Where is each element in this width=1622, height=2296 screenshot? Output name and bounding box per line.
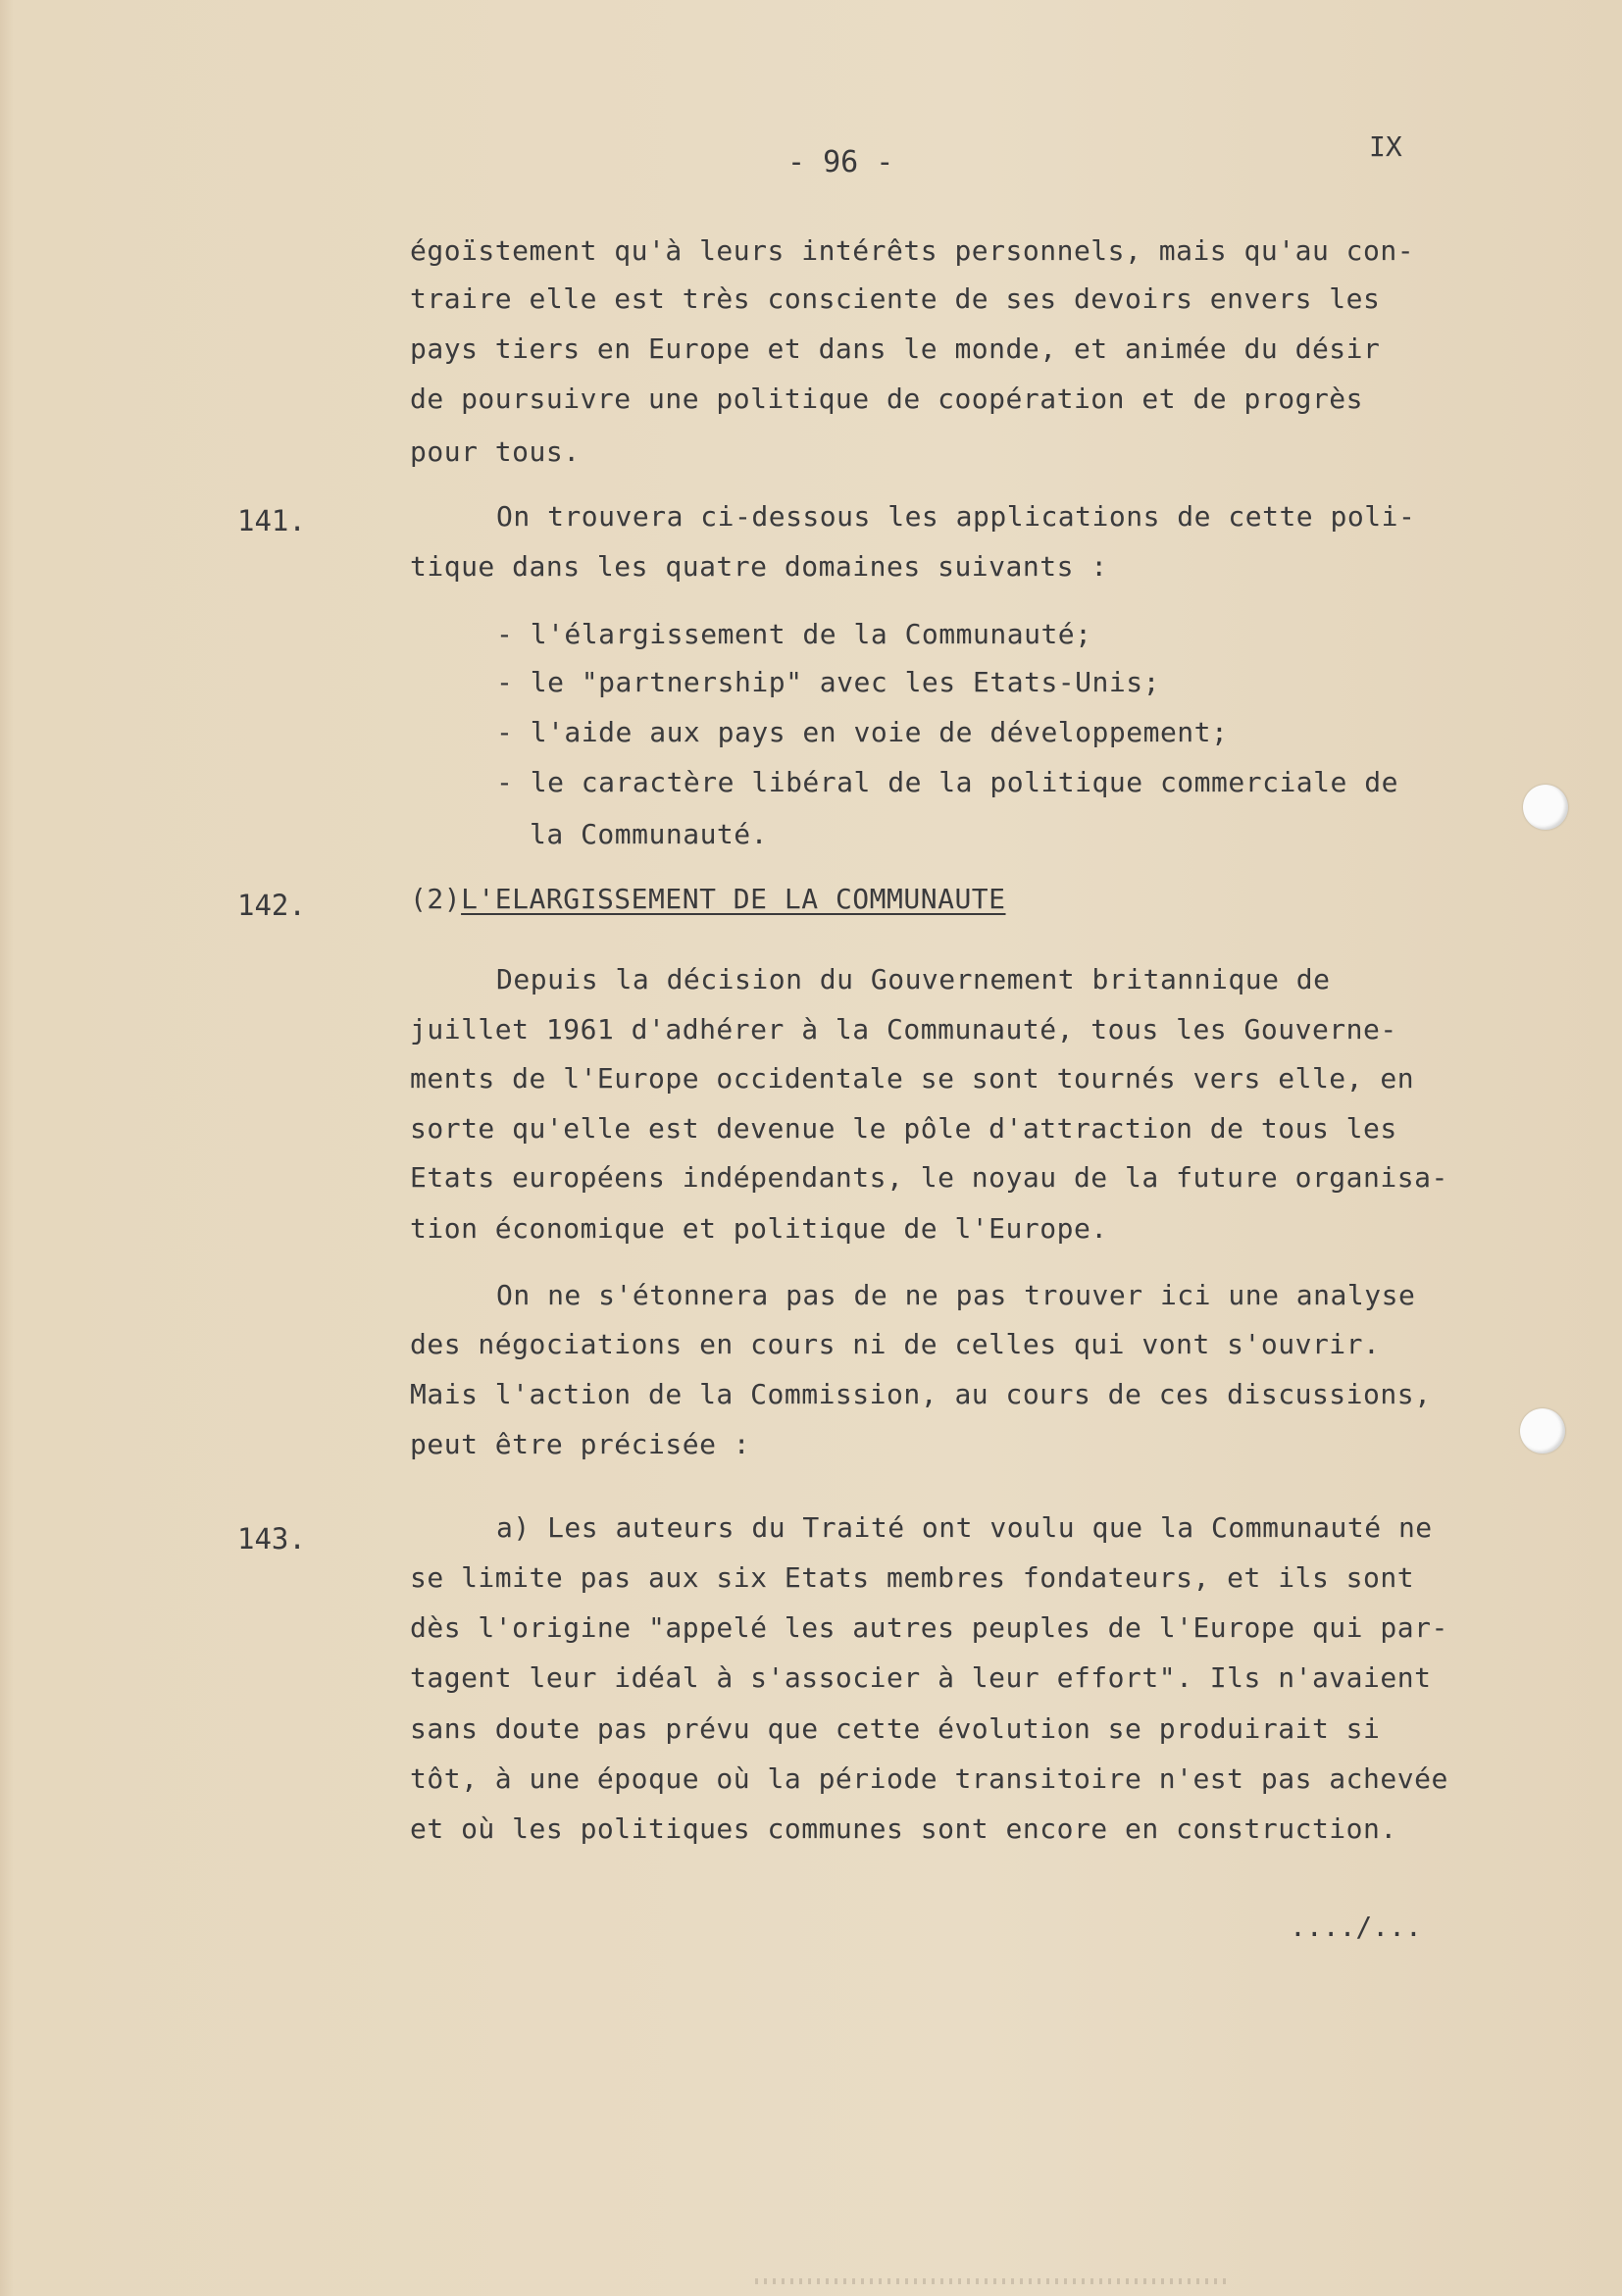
continuation-mark: ..../... — [1290, 1911, 1422, 1943]
paragraph-number-141: 141. — [237, 504, 306, 537]
section-heading — [410, 883, 1006, 916]
text-line: des négociations en cours ni de celles qui vont s'ouvrir. — [410, 1328, 1381, 1360]
text-line: Mais l'action de la Commission, au cours de ces discussions, — [410, 1378, 1432, 1410]
list-item: - le "partnership" avec les Etats-Unis; — [496, 666, 1160, 698]
text-line: pays tiers en Europe et dans le monde, et animée du désir — [410, 332, 1381, 365]
heading-prefix: (2) — [410, 883, 462, 915]
text-line: égoïstement qu'à leurs intérêts personnels, mais qu'au con- — [410, 234, 1415, 267]
list-item: - l'aide aux pays en voie de développement; — [496, 716, 1229, 748]
text-line: se limite pas aux six Etats membres fondateurs, et ils sont — [410, 1561, 1415, 1594]
text-line: a) Les auteurs du Traité ont voulu que la Communauté ne — [496, 1511, 1433, 1544]
text-line: et où les politiques communes sont encore en construction. — [410, 1812, 1397, 1845]
page-number: - 96 - — [787, 145, 894, 179]
punch-hole — [1520, 1408, 1565, 1454]
text-line: ments de l'Europe occidentale se sont tournés vers elle, en — [410, 1062, 1415, 1095]
text-line: Depuis la décision du Gouvernement britannique de — [496, 963, 1331, 995]
text-line: pour tous. — [410, 435, 581, 468]
paper-speckle — [755, 2278, 1226, 2284]
text-line: sans doute pas prévu que cette évolution se produirait si — [410, 1712, 1381, 1745]
text-line: tion économique et politique de l'Europe. — [410, 1212, 1108, 1245]
paragraph-number-142: 142. — [237, 889, 306, 922]
text-line: tique dans les quatre domaines suivants : — [410, 550, 1108, 583]
text-line: juillet 1961 d'adhérer à la Communauté, tous les Gouverne- — [410, 1013, 1397, 1046]
punch-hole — [1523, 785, 1568, 830]
text-line: sorte qu'elle est devenue le pôle d'attraction de tous les — [410, 1112, 1397, 1145]
section-roman-numeral: IX — [1369, 130, 1402, 163]
list-item: - le caractère libéral de la politique commerciale de — [496, 766, 1398, 798]
paragraph-number-143: 143. — [237, 1522, 306, 1556]
text-line: de poursuivre une politique de coopération et de progrès — [410, 383, 1364, 415]
text-line: dès l'origine "appelé les autres peuples de l'Europe qui par- — [410, 1611, 1448, 1644]
text-line: On ne s'étonnera pas de ne pas trouver ici une analyse — [496, 1279, 1416, 1311]
heading-title: L'ELARGISSEMENT DE LA COMMUNAUTE — [461, 883, 1006, 915]
list-item-continuation: la Communauté. — [530, 818, 769, 850]
list-item: - l'élargissement de la Communauté; — [496, 618, 1092, 650]
text-line: Etats européens indépendants, le noyau de la future organisa- — [410, 1161, 1448, 1194]
text-line: traire elle est très consciente de ses devoirs envers les — [410, 282, 1381, 315]
text-line: On trouvera ci-dessous les applications de cette poli- — [496, 500, 1416, 533]
text-line: tagent leur idéal à s'associer à leur effort". Ils n'avaient — [410, 1661, 1432, 1694]
text-line: peut être précisée : — [410, 1428, 751, 1460]
text-line: tôt, à une époque où la période transitoire n'est pas achevée — [410, 1762, 1448, 1795]
